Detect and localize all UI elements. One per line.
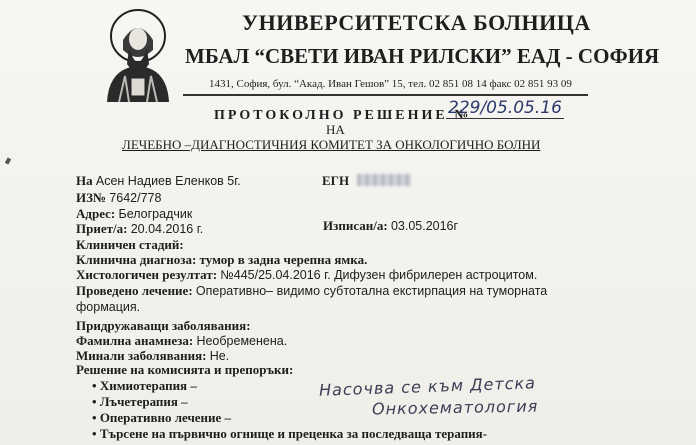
decision-item-surgery-text: Оперативно лечение – bbox=[99, 410, 232, 425]
iz-row bbox=[76, 190, 161, 206]
admitted-value: 20.04.2016 г. bbox=[130, 222, 204, 236]
histology-row bbox=[76, 267, 537, 283]
iz-value: 7642/778 bbox=[109, 191, 162, 205]
address-value: Белоградчик bbox=[118, 207, 193, 221]
past-label: Минали заболявания: bbox=[76, 348, 207, 363]
egn-row bbox=[322, 173, 411, 189]
decision-item-chemo-text: Химиотерапия – bbox=[99, 378, 197, 393]
decision-item-search: • Търсене на първично огнище и преценка за последваща терапия- bbox=[92, 426, 488, 441]
decision-label: Решение на комисията и препоръки: bbox=[76, 362, 294, 377]
decision-item-radio-text: Лъчетерапия – bbox=[99, 394, 188, 409]
protocol-number-handwritten: 229/05.05.16 bbox=[448, 98, 562, 118]
header-divider bbox=[183, 94, 588, 96]
admitted-row bbox=[76, 221, 203, 237]
treatment-label: Проведено лечение: bbox=[76, 283, 193, 298]
decision-item-search-text: Търсене на първично огнище и преценка за последваща терапия- bbox=[99, 426, 488, 441]
family-row bbox=[76, 333, 287, 349]
past-value: Не. bbox=[209, 349, 230, 363]
family-value: Необременена. bbox=[196, 334, 288, 348]
address-label: Адрес: bbox=[76, 206, 116, 221]
histology-label: Хистологичен резултат: bbox=[76, 267, 218, 282]
protocol-na: НА bbox=[326, 122, 345, 137]
saint-icon-logo bbox=[99, 6, 177, 102]
diagnosis-value: тумор в задна черепна ямка. bbox=[199, 252, 368, 267]
egn-redacted bbox=[357, 174, 411, 186]
handwritten-note-1: Насочва се към Детска bbox=[318, 373, 537, 400]
hospital-subtitle: МБАЛ “СВЕТИ ИВАН РИЛСКИ” ЕАД - СОФИЯ bbox=[185, 44, 660, 68]
diagnosis-row bbox=[76, 252, 367, 268]
stage-row bbox=[76, 237, 184, 253]
stage-label: Клиничен стадий: bbox=[76, 237, 184, 252]
decision-item-chemo: • Химиотерапия – bbox=[92, 378, 197, 393]
family-label: Фамилна анамнеза: bbox=[76, 333, 194, 348]
decision-item-radio: • Лъчетерапия – bbox=[92, 394, 188, 409]
patient-name-row bbox=[76, 173, 241, 189]
treatment-paragraph bbox=[76, 283, 606, 315]
decision-item-surgery: • Оперативно лечение – bbox=[92, 410, 232, 425]
hospital-address: 1431, София, бул. “Акад. Иван Гешов” 15, тел. 02 851 08 14 факс 02 851 93 09 bbox=[209, 78, 572, 90]
handwritten-note-2: Онкохематология bbox=[371, 396, 539, 419]
iz-label: ИЗ№ bbox=[76, 190, 107, 205]
treatment-value: Оперативно– видимо субтотална екстирпация на туморната формация. bbox=[76, 284, 548, 314]
accompanying-label: Придружаващи заболявания: bbox=[76, 318, 251, 333]
diagnosis-label: Клинична диагноза: bbox=[76, 252, 197, 267]
discharged-label: Изписан/а: bbox=[323, 218, 388, 233]
margin-mark bbox=[5, 157, 11, 164]
patient-name-label: На bbox=[76, 173, 93, 188]
hospital-name: УНИВЕРСИТЕТСКА БОЛНИЦА bbox=[242, 10, 591, 35]
address-row bbox=[76, 206, 192, 222]
egn-label: ЕГН bbox=[322, 173, 350, 188]
histology-value: №445/25.04.2016 г. Дифузен фибрилерен астроцитом. bbox=[220, 268, 538, 282]
admitted-label: Приет/а: bbox=[76, 221, 128, 236]
discharged-row bbox=[323, 218, 458, 234]
protocol-title: ПРОТОКОЛНО РЕШЕНИЕ № bbox=[214, 108, 472, 123]
patient-name-value: Асен Надиев Еленков 5г. bbox=[95, 174, 241, 188]
discharged-value: 03.05.2016г bbox=[390, 219, 459, 233]
committee-name: ЛЕЧЕБНО –ДИАГНОСТИЧНИЯ КОМИТЕТ ЗА ОНКОЛОГИЧНО БОЛНИ bbox=[122, 137, 541, 152]
accompanying-row bbox=[76, 318, 251, 334]
